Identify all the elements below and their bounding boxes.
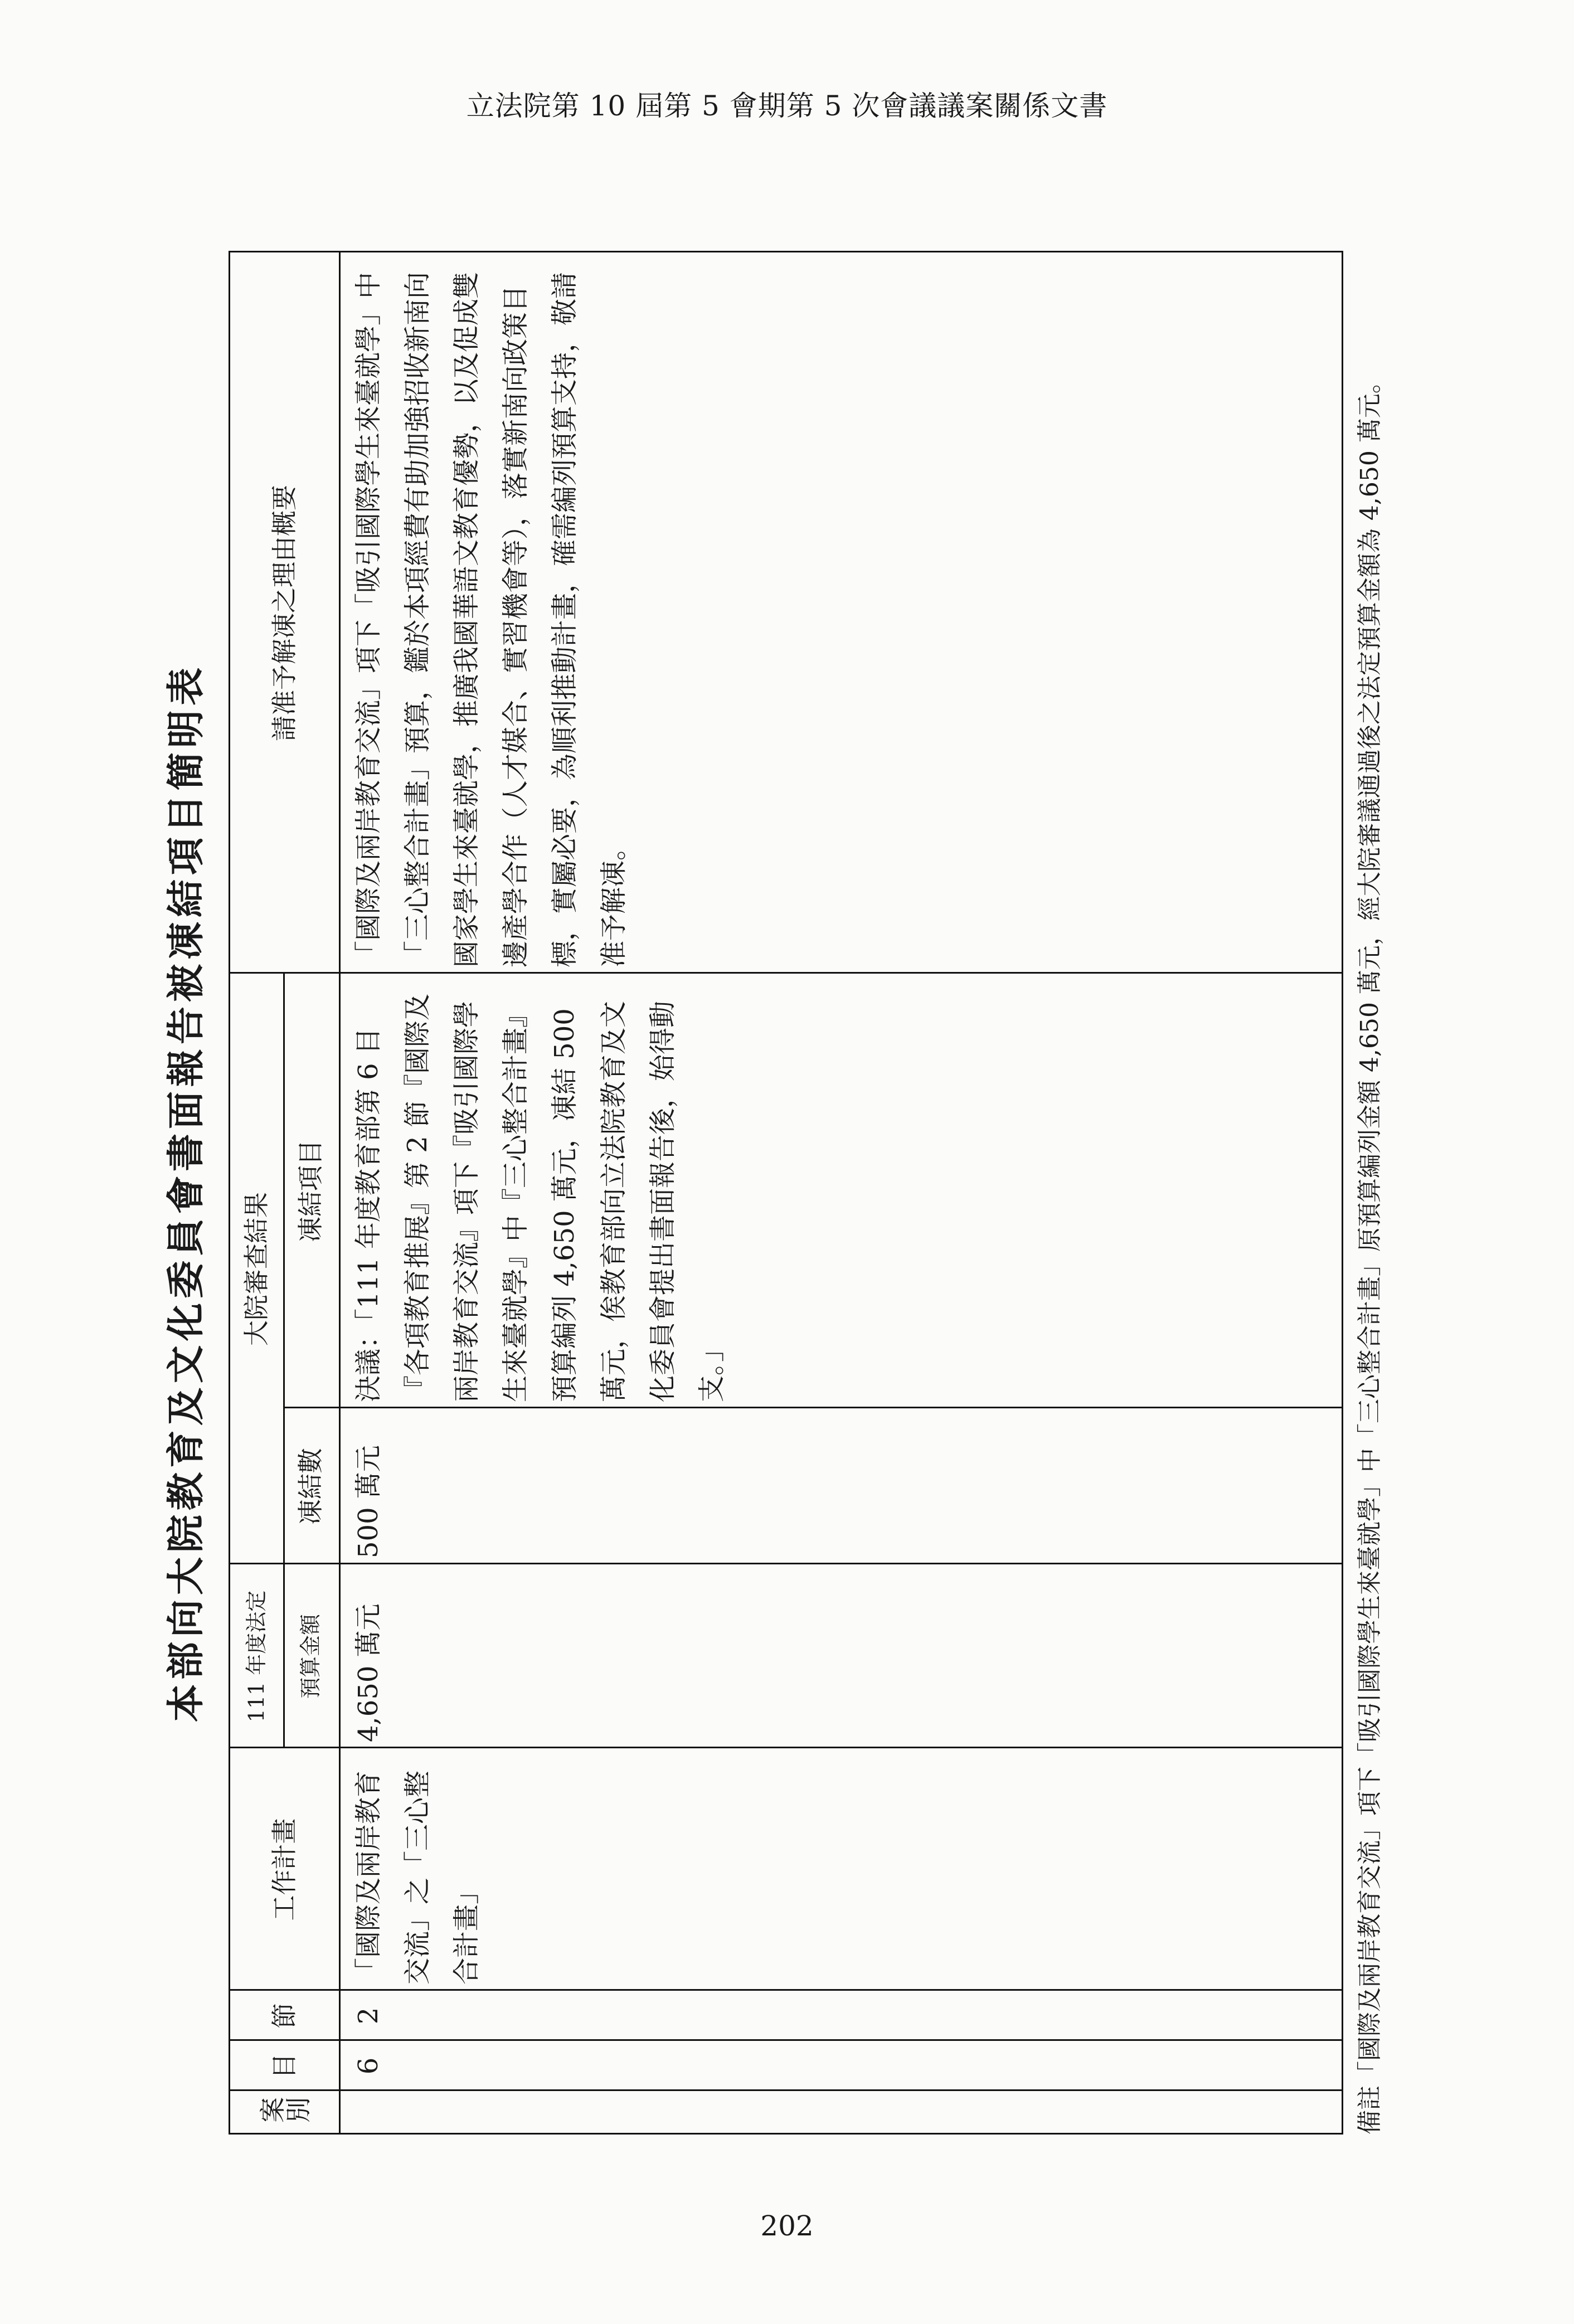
frozen-items-table: [229, 251, 1343, 2135]
header-frozen-item: 凍結項目: [295, 1140, 326, 1242]
header-frozen-amount: 凍結數: [295, 1448, 326, 1525]
row-reason: 「國際及兩岸教育交流」項下「吸引國際學生來臺就學」中「三心整合計畫」預算，鑑於本項經費有助加強招收新南向國家學生來臺就學，推廣我國華語文教育優勢，以及促成雙邊產學合作（人才媒合、實習機會等），落實新南向政策目標，實屬必要，為順利推動計畫，確需編列預算支持，敬請准予解凍。: [353, 271, 629, 967]
row-category: [342, 2091, 346, 2133]
row-work-plan: 「國際及兩岸教育交流」之「三心整合計畫」: [353, 1770, 482, 1985]
header-reason: 請准予解凍之理由概要: [269, 485, 299, 741]
row-section: 2: [353, 2007, 384, 2025]
row-frozen-amount: 500 萬元: [353, 1445, 384, 1558]
page-header: 立法院第 10 屆第 5 會期第 5 次會議議案關係文書: [466, 90, 1108, 122]
header-budget-amount: 預算金額: [298, 1614, 323, 1699]
document-title: 本部向大院教育及文化委員會書面報告被凍結項目簡明表: [164, 663, 208, 1723]
header-section: 節: [269, 2003, 299, 2029]
row-budget-amount: 4,650 萬元: [353, 1603, 384, 1742]
header-item: 目: [269, 2053, 299, 2079]
rotated-table-region: [156, 212, 1399, 2174]
row-item: 6: [353, 2057, 384, 2075]
row-frozen-item: 決議：「111 年度教育部第 6 目『各項教育推展』第 2 節『國際及兩岸教育交流』項下『吸引國際學生來臺就學』中『三心整合計畫』預算編列 4,650 萬元，凍結 500 萬元，俟教育部向立法院教育及文化委員會提出書面報告後，始得動支。」: [353, 993, 727, 1402]
header-review-group: 大院審查結果: [241, 1192, 271, 1346]
header-category: 案別: [259, 2096, 310, 2127]
header-budget-group: 111 年度法定: [244, 1590, 269, 1723]
remark-note: 備註「國際及兩岸教育交流」項下「吸引國際學生來臺就學」中「三心整合計畫」原預算編列金額 4,650 萬元，經大院審議通過後之法定預算金額為 4,650 萬元。: [1356, 369, 1384, 2135]
page-number: 202: [760, 2210, 814, 2242]
header-work-plan: 工作計畫: [269, 1818, 299, 1921]
